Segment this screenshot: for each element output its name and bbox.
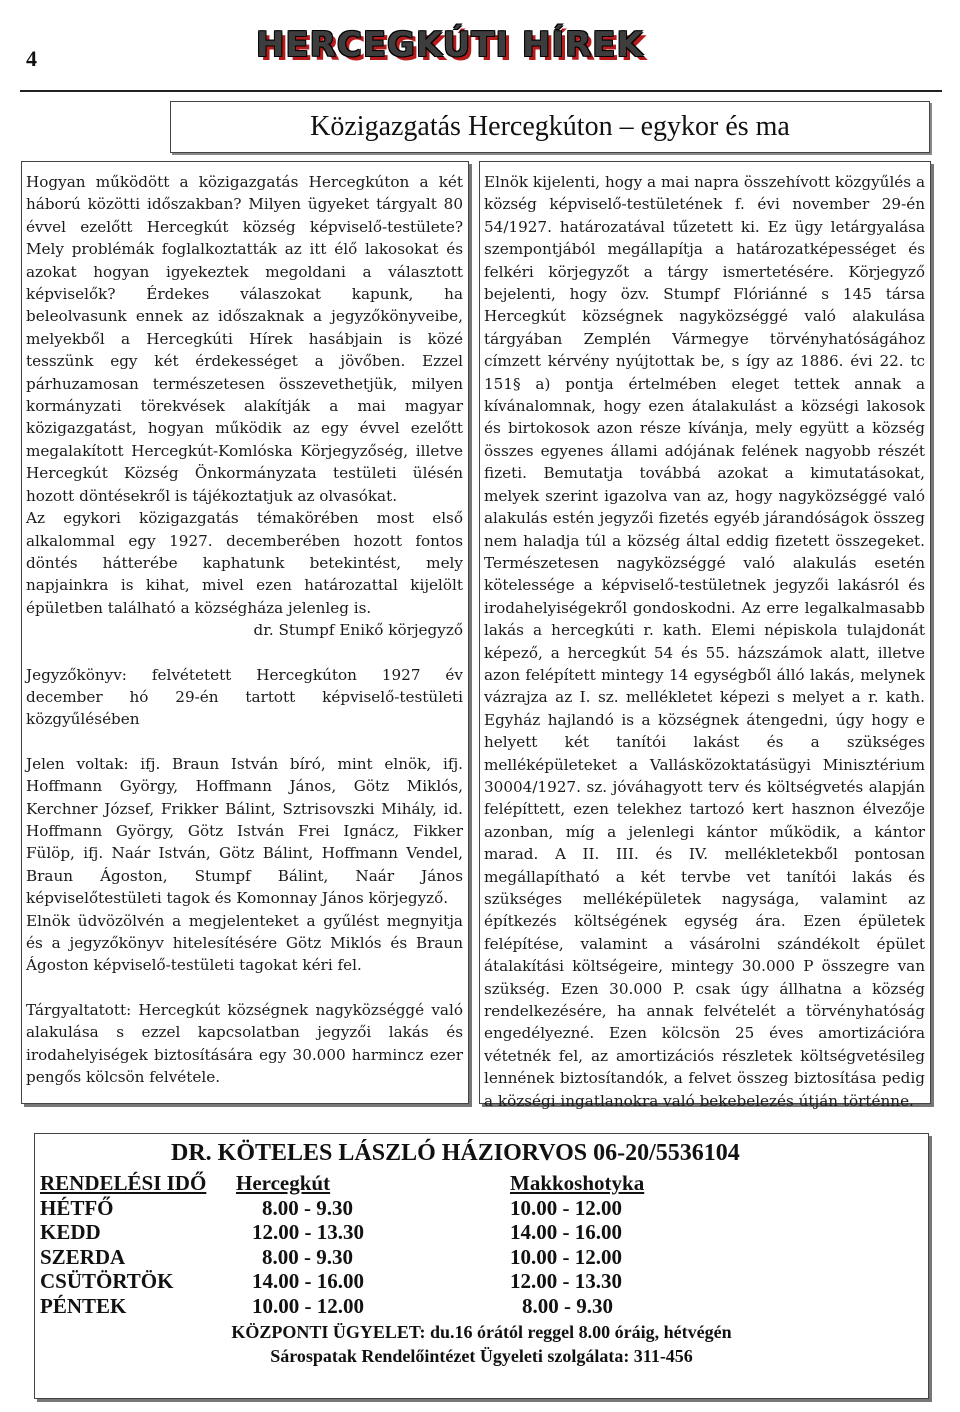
location-makkoshotyka-label: Makkoshotyka (510, 1171, 645, 1195)
schedule-makkoshotyka-hours: 10.00 - 12.00 (510, 1196, 622, 1220)
left-column-text (26, 171, 463, 1088)
schedule-makkoshotyka-hours: 10.00 - 12.00 (510, 1245, 622, 1269)
location-hercegkut-label: Hercegkút (236, 1171, 331, 1195)
proceedings-paragraph: Elnök kijelenti, hogy a mai napra összehívott közgyűlés a község képviselő-testületének f. évi november 29-én 54/1927. határozatával tűzetett ki. Ez ügy letárgyalása szempontjából megállapítja a határozatképességet és felkéri körjegyzőt a tárgy ismertetésére. Körjegyző bejelenti, hogy özv. Stumpf Flóriánné s 145 társa Hercegkút községnek nagyközséggé való alakulása tárgyában Zemplén Vármegye törvényhatóságához címzett kérvény nyújtottak be, s így az 1886. évi 22. tc 151§ a) pontja értelmében eleget tettek annak a kívánalomnak, hogy ezen átalakulást a községi lakosok és birtokosok azon része kívánja, mely együtt a község összes egyenes állami adójának felének nagyobb részét fizeti. Bemutatja továbbá azokat a kimutatásokat, melyek szerint igazolva van az, hogy nagyközséggé való alakulás estén jegyzői fizetés egyéb járandóságok összeg nem haladja túl a község által eddig fizetett összegeket. Természetesen nagyközséggé való alakulás esetén kötelessége a képviselő-testületnek jegyzői lakásról és irodahelyiségekről gondoskodni. Az erre legalkalmasabb lakás a hercegkúti r. kath. Elemi népiskola tulajdonát képező, a hercegkút 54 és 55. házszámok alatt, illetve azon felépített mintegy 14 egységből álló lakás, melynek vázrajza az I. sz. mellékletet képezi s melyet a r. kath. Egyház hajlandó is a községnek átengedni, úgy hogy e helyett két tanítói lakást és a szükséges melléképületeket a Vallásközoktatásügyi Minisztérium 30004/1927. sz. jóváhagyott terv és költségvetés alapján felépíttett, ezen telekhez tartozó kert hasznon élvezője azonban, míg a jelenlegi kántor működik, a kántor marad. A II. III. és IV. mellékletekből pontosan megállapítható a két tervbe vet tanítói lakás és szükséges melléképületek nagysága, valamint az építkezés költségének egység ára. Ezen épületek felépítése, valamint a vásárolni szándékolt épület átalakítási költségeire, mintegy 30.000 P összegre van szükség. Ezen 30.000 P. csak úgy állhatna a község rendelkezésére, ha annak felvételét a törvényhatóság engedélyezné. Ezen kölcsön 25 éves amortizációra vétetnék fel, az amortizációs részletek költségvetésileg lennének biztosítandók, a felvet összeg biztosítása pedig a községi ingatlanokra való bekebelezés útján történne. (484, 173, 925, 1110)
office-hours-label: RENDELÉSI IDŐ (40, 1171, 207, 1195)
schedule-day: PÉNTEK (40, 1294, 127, 1318)
schedule-day: KEDD (40, 1220, 101, 1244)
doctor-heading: DR. KÖTELES LÁSZLÓ HÁZIORVOS 06-20/5536104 (171, 1140, 740, 1166)
minutes-heading: Jegyzőkönyv: felvétetett Hercegkúton 1927 év december hó 29-én tartott képviselő-testületi közgyűlésében (26, 665, 463, 729)
emergency-service: Sárospatak Rendelőintézet Ügyeleti szolgálata: 311-456 (270, 1346, 693, 1366)
page-number: 4 (26, 46, 37, 71)
schedule-hercegkut-hours: 12.00 - 13.30 (252, 1220, 364, 1244)
chair-greeting-paragraph: Elnök üdvözölvén a megjelenteket a gyűlést megnyitja és a jegyzőkönyv hitelesítésére Götz Miklós és Braun Ágoston képviselő-testületi tagokat kéri fel. (26, 911, 463, 975)
schedule-day: HÉTFŐ (40, 1196, 114, 1220)
schedule-hercegkut-hours: 14.00 - 16.00 (252, 1269, 364, 1293)
schedule-day: CSÜTÖRTÖK (40, 1269, 174, 1293)
schedule-row (40, 1220, 920, 1244)
right-column (479, 161, 931, 1110)
right-column-text (484, 171, 925, 1112)
spacer (26, 642, 463, 664)
schedule-makkoshotyka-hours: 14.00 - 16.00 (510, 1220, 622, 1244)
spacer (26, 977, 463, 999)
author-signature: dr. Stumpf Enikő körjegyző (253, 621, 463, 640)
agenda-paragraph: Tárgyaltatott: Hercegkút községnek nagyközséggé való alakulása s ezzel kapcsolatban jegyzői lakás és irodahelyiségek biztosítására egy 30.000 harmincz ezer pengős kölcsön felvétele. (26, 1000, 463, 1087)
schedule-makkoshotyka-hours: 12.00 - 13.30 (510, 1269, 622, 1293)
article-title: Közigazgatás Hercegkúton – egykor és ma (170, 101, 930, 153)
attendees-paragraph: Jelen voltak: ifj. Braun István bíró, mint elnök, ifj. Hoffmann György, Hoffmann János, Götz Miklós, Kerchner József, Frikker Bálint, Sztrisovszki Mihály, id. Hoffmann György, Götz István Frei Ignácz, Fikker Fülöp, ifj. Naár István, Götz Bálint, Hoffmann Vendel, Braun Ágoston, Stumpf Bálint, Naár János képviselőtestületi tagok és Komonnay János körjegyző. (26, 754, 463, 908)
schedule-row (40, 1294, 920, 1318)
context-paragraph: Az egykori közigazgatás témakörében most első alkalommal egy 1927. decemberében hozott fontos döntés hátterébe kaphatunk betekintést, mely napjainkra is kihat, mivel ezen határozattal kijelölt épületben található a községháza jelenleg is. (26, 509, 463, 617)
schedule-makkoshotyka-hours: 8.00 - 9.30 (522, 1294, 613, 1318)
schedule-hercegkut-hours: 10.00 - 12.00 (252, 1294, 364, 1318)
doctor-notice-box (34, 1133, 929, 1399)
masthead-logo: HERCEGKÚTI HÍREK (256, 25, 644, 65)
schedule-hercegkut-hours: 8.00 - 9.30 (262, 1245, 353, 1269)
schedule-row (40, 1196, 920, 1220)
schedule-header-row (40, 1171, 920, 1195)
intro-paragraph: Hogyan működött a közigazgatás Hercegkúton a két háború közötti időszakban? Milyen ügyeket tárgyalt 80 évvel ezelőtt Hercegkút község képviselő-testülete? Mely problémák foglalkoztatták az itt élő lakosokat és azokat hogyan igyekeztek megoldani a választott képviselők? Érdekes válaszokat kapunk, ha beleolvasunk ennek az időszaknak a jegyzőkönyveibe, melyekből a Hercegkúti Hírek hasábjain is közé tesszünk egy két érdekességet a jövőben. Ezzel párhuzamosan természetesen összevethetjük, milyen kormányzati törekvések alakítják a mai magyar közigazgatást, hogyan működik az egy évvel ezelőtt megalakított Hercegkút-Komlóska Körjegyzőség, illetve Hercegkút Község Önkormányzata testületi ülésén hozott döntésekről is tájékoztatjuk az olvasókat. (26, 173, 463, 505)
header-rule (20, 90, 942, 92)
schedule-row (40, 1245, 920, 1269)
left-column (21, 161, 469, 1104)
schedule-day: SZERDA (40, 1245, 126, 1269)
schedule-row (40, 1269, 920, 1293)
spacer (26, 731, 463, 753)
emergency-hours: KÖZPONTI ÜGYELET: du.16 órától reggel 8.00 óráig, hétvégén (231, 1322, 732, 1342)
schedule-hercegkut-hours: 8.00 - 9.30 (262, 1196, 353, 1220)
